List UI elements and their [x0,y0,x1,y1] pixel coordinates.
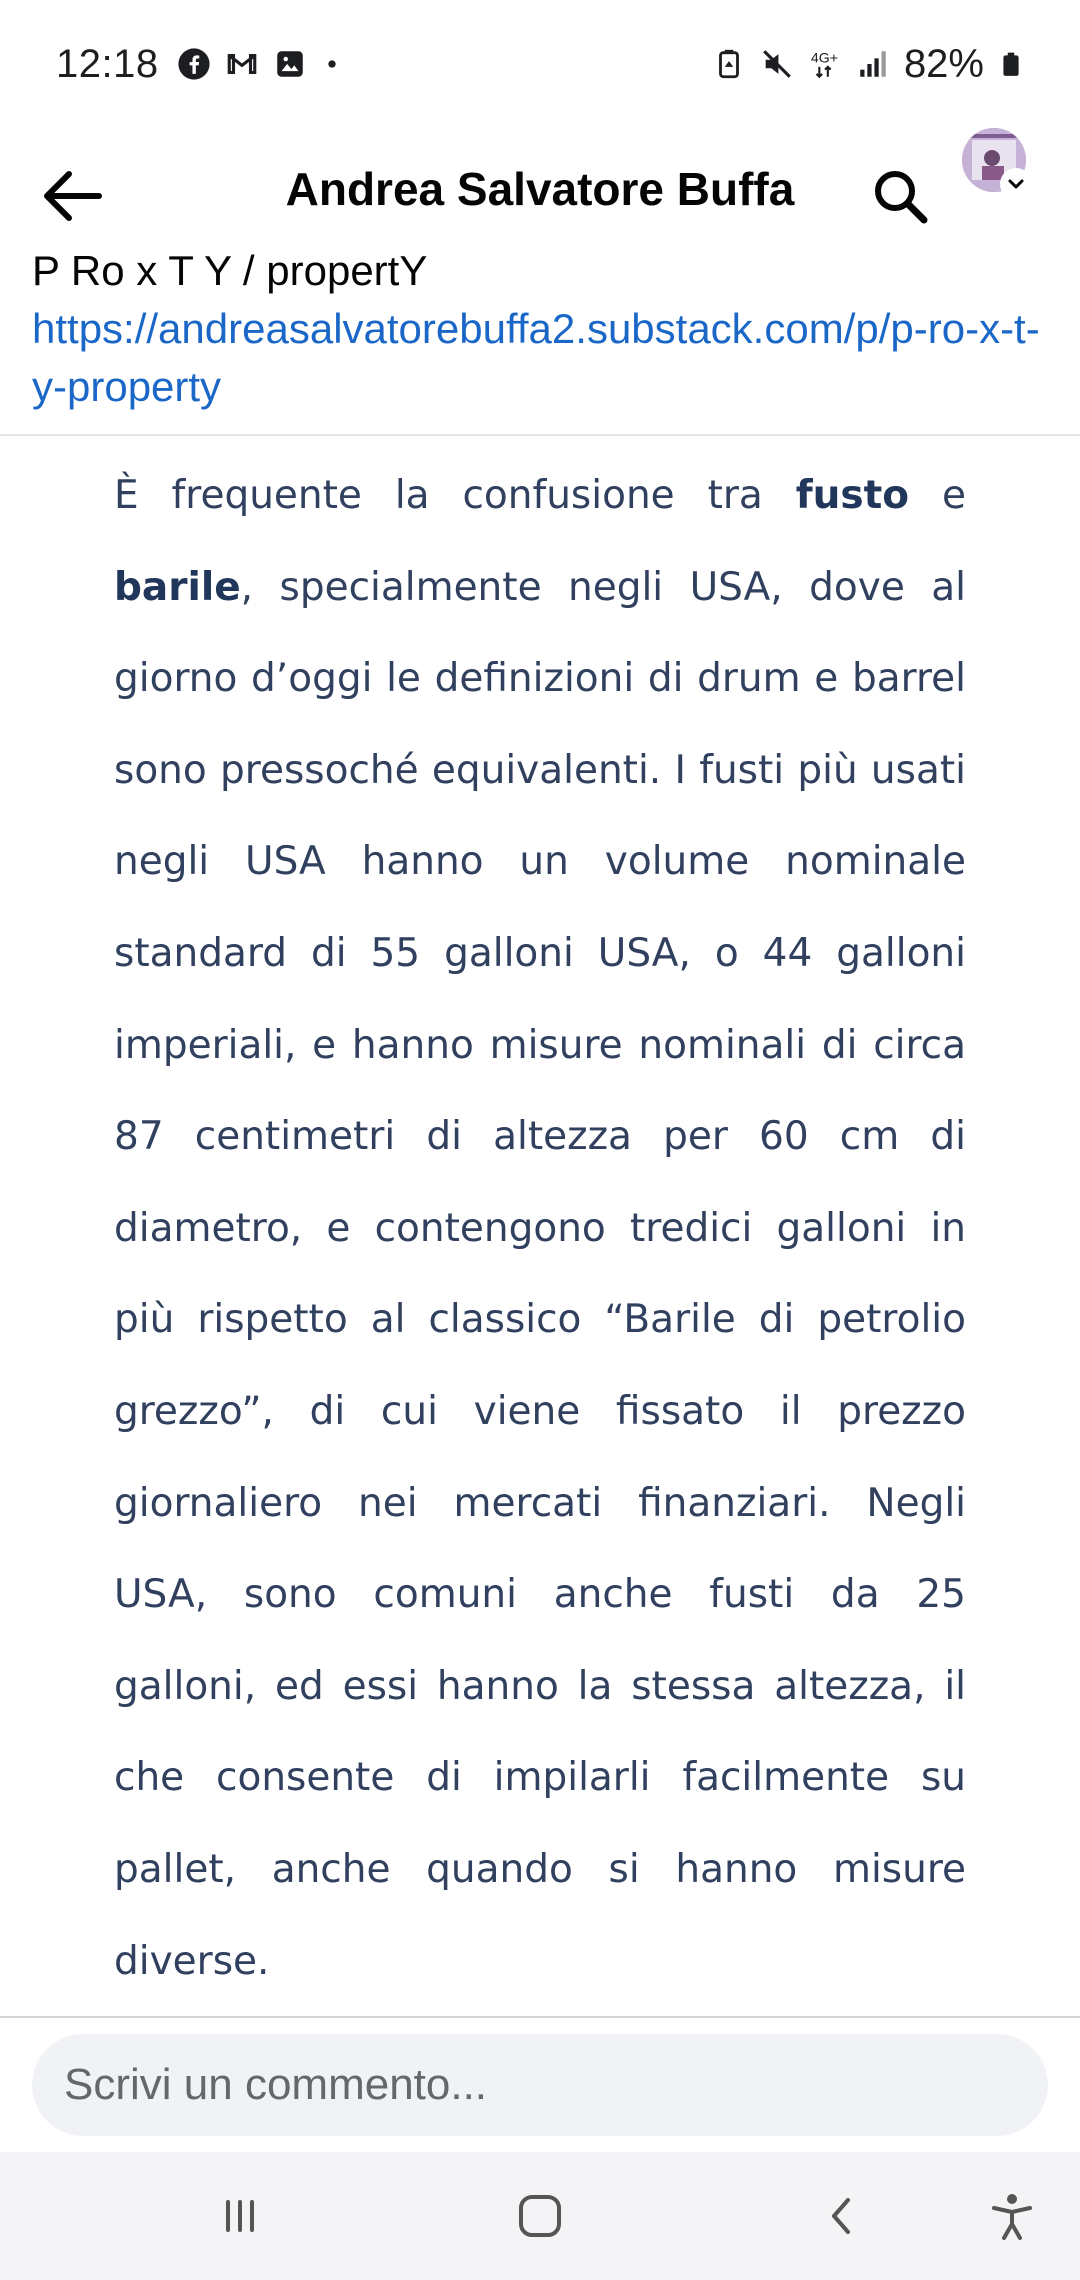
home-icon [514,2190,566,2242]
status-time: 12:18 [56,41,159,86]
mute-icon [760,47,794,81]
article-bold-barile: barile [114,564,241,610]
home-button[interactable] [500,2176,580,2256]
nav-bar [0,2152,1080,2280]
comment-bar [0,2018,1080,2152]
chevron-down-icon [1005,173,1027,195]
battery-saver-icon [712,47,746,81]
article-text [114,436,966,2007]
comment-input[interactable]: Scrivi un commento... [32,2034,1048,2136]
article-text-1: È frequente la confusione tra [114,473,796,518]
post-text [32,242,1052,416]
header [0,128,1080,258]
post-link[interactable]: https://andreasalvatorebuffa2.substack.com/p/p-ro-x-t-y-property [32,305,1040,410]
4g-icon [808,47,842,81]
dot-icon [321,47,343,81]
article-image[interactable] [0,436,1080,2016]
battery-icon [998,47,1024,81]
page-title: Andrea Salvatore Buffa [285,163,795,215]
status-right [712,42,1024,87]
gallery-icon [273,47,307,81]
search-button[interactable] [864,160,936,232]
gmail-icon [225,47,259,81]
accessibility-icon [986,2190,1038,2242]
status-bar [0,0,1080,128]
recents-icon [216,2192,264,2240]
back-nav-button[interactable] [802,2176,882,2256]
facebook-icon [177,47,211,81]
article-bold-fusto: fusto [795,473,910,518]
article-text-2: e [909,473,966,518]
article-text-3: , specialmente negli USA, dove al giorno d’oggi le definizioni di drum e barrel sono pressoché equivalenti. I fusti più usati negli USA hanno un volume nominale standard di 55 galloni USA, o 44 galloni imperiali, e hanno misure nominali di circa 87 centimetri di altezza per 60 cm di diametro, e contengono tredici galloni in più rispetto al classico “Barile di petrolio grezzo”, di cui viene fissato il prezzo giornaliero nei mercati finanziari. Negli USA, sono comuni anche fusti da 25 galloni, ed essi hanno la stessa altezza, il che consente di impilarli facilmente su pallet, anche quando si hanno misure diverse. [114,564,966,1984]
avatar-dropdown[interactable] [1000,168,1032,200]
signal-icon [856,47,890,81]
battery-percent: 82% [903,41,984,86]
recents-button[interactable] [200,2176,280,2256]
status-left-icons [177,47,343,81]
svg-text:4G+: 4G+ [810,50,838,67]
back-nav-icon [818,2192,866,2240]
post-title: P Ro x T Y / propertY [32,247,428,294]
search-icon [871,167,929,225]
accessibility-button[interactable] [972,2176,1052,2256]
